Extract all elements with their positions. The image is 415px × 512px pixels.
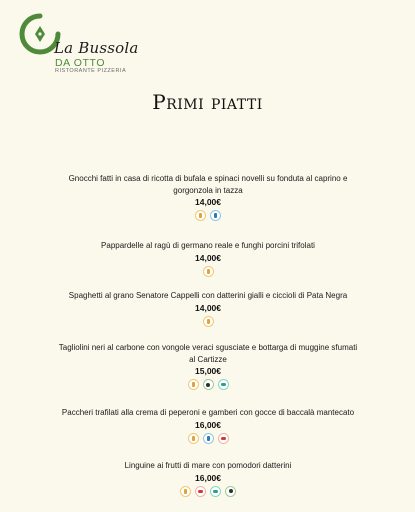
section-title: Primi piatti xyxy=(152,90,263,114)
menu-item xyxy=(58,173,358,221)
allergen-icons xyxy=(58,433,358,444)
menu-item xyxy=(58,407,358,444)
lactose-icon xyxy=(210,210,221,221)
menu-item xyxy=(58,240,358,277)
dish-name: Spaghetti al grano Senatore Cappelli con datterini gialli e ciccioli di Pata Negra xyxy=(68,291,348,300)
fish-icon xyxy=(210,486,221,497)
dish-price: 14,00€ xyxy=(195,252,221,263)
dish-name: Tagliolini neri al carbone con vongole veraci sgusciate e bottarga di muggine sfumati al Cartizze xyxy=(58,343,358,364)
brand-subtitle: DA OTTO xyxy=(55,57,106,69)
brand-tagline: RISTORANTE PIZZERIA xyxy=(55,68,127,74)
gluten-icon xyxy=(180,486,191,497)
mollusc-icon xyxy=(203,379,214,390)
menu-item xyxy=(58,290,358,327)
crustacean-icon xyxy=(218,433,229,444)
fish-icon xyxy=(218,379,229,390)
dish-name: Linguine ai frutti di mare con pomodori datterini xyxy=(124,461,292,470)
dish-name: Pappardelle al ragù di germano reale e funghi porcini trifolati xyxy=(101,241,315,250)
gluten-icon xyxy=(188,433,199,444)
crustacean-icon xyxy=(195,486,206,497)
dish-name: Gnocchi fatti in casa di ricotta di bufala e spinaci novelli su fonduta al caprino e gorgonzola in tazza xyxy=(68,174,348,195)
dish-price: 14,00€ xyxy=(195,302,221,313)
dish-price: 16,00€ xyxy=(195,419,221,430)
dish-price: 14,00€ xyxy=(195,197,221,207)
gluten-icon xyxy=(195,210,206,221)
gluten-icon xyxy=(188,379,199,390)
menu-item xyxy=(58,460,358,497)
dish-price: 16,00€ xyxy=(195,472,221,483)
allergen-icons xyxy=(58,316,358,327)
restaurant-logo xyxy=(18,12,148,82)
allergen-icons xyxy=(58,486,358,497)
gluten-icon xyxy=(203,316,214,327)
dish-name: Paccheri trafilati alla crema di peperoni e gamberi con gocce di baccalà mantecato xyxy=(61,408,355,417)
brand-name: La Bussola xyxy=(54,39,139,57)
menu-item xyxy=(58,342,358,390)
allergen-icons xyxy=(58,379,358,390)
gluten-icon xyxy=(203,266,214,277)
allergen-icons xyxy=(58,210,358,221)
mollusc-icon xyxy=(225,486,236,497)
lactose-icon xyxy=(203,433,214,444)
dish-price: 15,00€ xyxy=(195,366,221,376)
allergen-icons xyxy=(58,266,358,277)
